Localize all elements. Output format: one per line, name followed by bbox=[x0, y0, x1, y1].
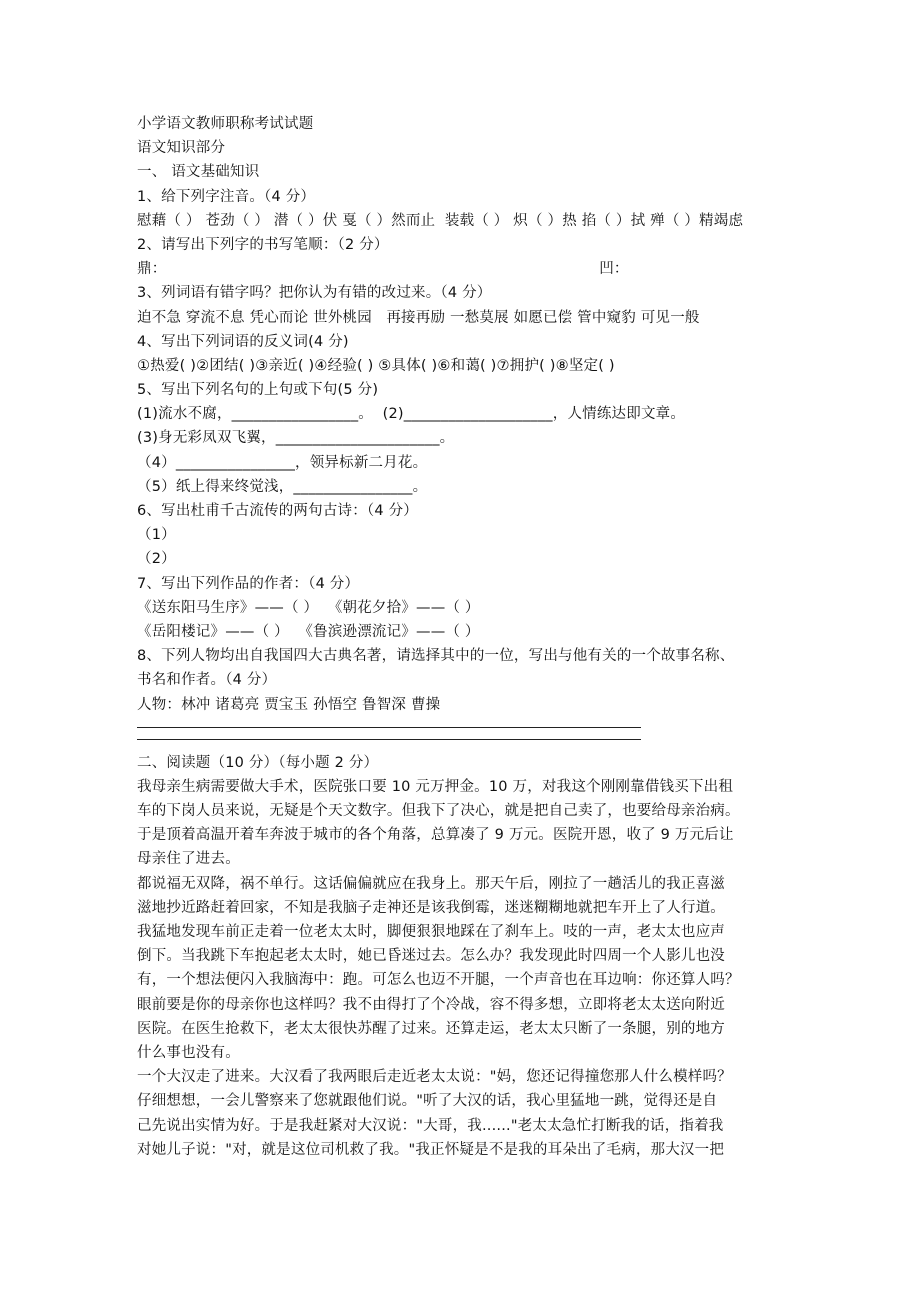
reading-line: 对她儿子说："对，就是这位司机救了我。"我正怀疑是不是我的耳朵出了毛病，那大汉一把 bbox=[137, 1141, 725, 1158]
question-7-line: 《岳阳楼记》——（ ） 《鲁滨逊漂流记》——（ ） bbox=[137, 623, 480, 640]
reading-line: 母亲住了进去。 bbox=[137, 851, 240, 868]
answer-line bbox=[137, 739, 641, 740]
document-title: 小学语文教师职称考试试题 bbox=[137, 116, 314, 132]
reading-line: 眼前要是你的母亲你也这样吗？我不由得打了个冷战，容不得多想，立即将老太太送向附近 bbox=[137, 996, 725, 1013]
question-7-prompt: 7、写出下列作品的作者：（4 分） bbox=[137, 575, 360, 592]
reading-line: 车的下岗人员来说，无疑是个天文数字。但我下了决心，就是把自己卖了，也要给母亲治病。 bbox=[137, 803, 740, 820]
section-heading-reading: 二、阅读题（10 分）（每小题 2 分） bbox=[137, 754, 379, 771]
question-4-prompt: 4、写出下列词语的反义词(4 分) bbox=[137, 333, 349, 350]
answer-line bbox=[137, 727, 641, 728]
question-3-prompt: 3、列词语有错字吗？把你认为有错的改过来。（4 分） bbox=[137, 285, 492, 302]
reading-line: 我母亲生病需要做大手术，医院张口要 10 元万押金。10 万，对我这个刚刚靠借钱买下出租 bbox=[137, 778, 734, 795]
reading-line: 倒下。当我跳下车抱起老太太时，她已昏迷过去。怎么办？我发现此时四周一个人影儿也没 bbox=[137, 948, 725, 965]
question-6-line: （1） bbox=[137, 527, 176, 544]
reading-line: 仔细想想，一会儿警察来了您就跟他们说。"听了大汉的话，我心里猛地一跳，觉得还是自 bbox=[137, 1093, 718, 1110]
reading-line: 滋地抄近路赶着回家，不知是我脑子走神还是该我倒霉，迷迷糊糊地就把车开上了人行道。 bbox=[137, 899, 725, 916]
reading-line: 己先说出实情为好。于是我赶紧对大汉说："大哥，我......"老太太急忙打断我的话，指着我 bbox=[137, 1117, 724, 1134]
question-2-prompt: 2、请写出下列字的书写笔顺：（2 分） bbox=[137, 236, 389, 253]
question-3-items: 迫不急 穿流不息 凭心而论 世外桃园 再接再励 一愁莫展 如愿已偿 管中窥豹 可见一般 bbox=[137, 309, 700, 326]
reading-passage bbox=[137, 775, 797, 1162]
question-6-prompt: 6、写出杜甫千古流传的两句古诗：（4 分） bbox=[137, 503, 419, 519]
part-heading: 语文知识部分 bbox=[137, 140, 226, 157]
question-5-line: (3)身无彩凤双飞翼，______________________。 bbox=[137, 430, 455, 447]
reading-line: 我猛地发现车前正走着一位老太太时，脚便狠狠地踩在了刹车上。吱的一声，老太太也应声 bbox=[137, 924, 725, 940]
question-2-line: 鼎： 凹： bbox=[137, 261, 629, 278]
question-5-line: (1)流水不腐，_________________。 (2)____________________，人情练达即文章。 bbox=[137, 406, 686, 423]
reading-line: 于是顶着高温开着车奔波于城市的各个角落，总算凑了 9 万元。医院开恩，收了 9 万元后让 bbox=[137, 827, 734, 844]
question-1-prompt: 1、给下列字注音。（4 分） bbox=[137, 188, 316, 205]
question-6-line: （2） bbox=[137, 551, 176, 568]
question-7-line: 《送东阳马生序》——（ ） 《朝花夕拾》——（ ） bbox=[137, 599, 480, 616]
question-5-line: （4）________________，领异标新二月花。 bbox=[137, 454, 428, 471]
reading-line: 什么事也没有。 bbox=[137, 1044, 240, 1061]
section-heading-basics: 一、 语文基础知识 bbox=[137, 164, 260, 181]
reading-line: 一个大汉走了进来。大汉看了我两眼后走近老太太说："妈，您还记得撞您那人什么模样吗？ bbox=[137, 1069, 732, 1086]
question-8-prompt: 8、下列人物均出自我国四大古典名著，请选择其中的一位，写出与他有关的一个故事名称、 bbox=[137, 648, 735, 665]
question-8-prompt: 书名和作者。（4 分） bbox=[137, 672, 277, 689]
reading-line: 医院。在医生抢救下，老太太很快苏醒了过来。还算走运，老太太只断了一条腿，别的地方 bbox=[137, 1020, 725, 1037]
reading-line: 都说福无双降，祸不单行。这话偏偏就应在我身上。那天午后，刚拉了一趟活儿的我正喜滋 bbox=[137, 875, 725, 892]
question-5-prompt: 5、写出下列名句的上句或下句(5 分) bbox=[137, 382, 379, 399]
question-4-items: ①热爱( )②团结( )③亲近( )④经验( ) ⑤具体( )⑥和蔼( )⑦拥护( )⑧坚定( ) bbox=[137, 357, 615, 374]
question-5-line: （5）纸上得来终觉浅，________________。 bbox=[137, 478, 428, 495]
reading-line: 有，一个想法便闪入我脑海中：跑。可怎么也迈不开腿，一个声音也在耳边响：你还算人吗？ bbox=[137, 972, 740, 989]
question-8-people: 人物：林冲 诸葛亮 贾宝玉 孙悟空 鲁智深 曹操 bbox=[137, 696, 441, 713]
exam-page bbox=[137, 112, 797, 1162]
question-1-items: 慰藉（ ） 苍劲（ ） 潜（ ）伏 戛（ ）然而止 装载（ ） 炽（ ）热 掐（ ）拭 殚（ ）精竭虑 bbox=[137, 212, 744, 229]
